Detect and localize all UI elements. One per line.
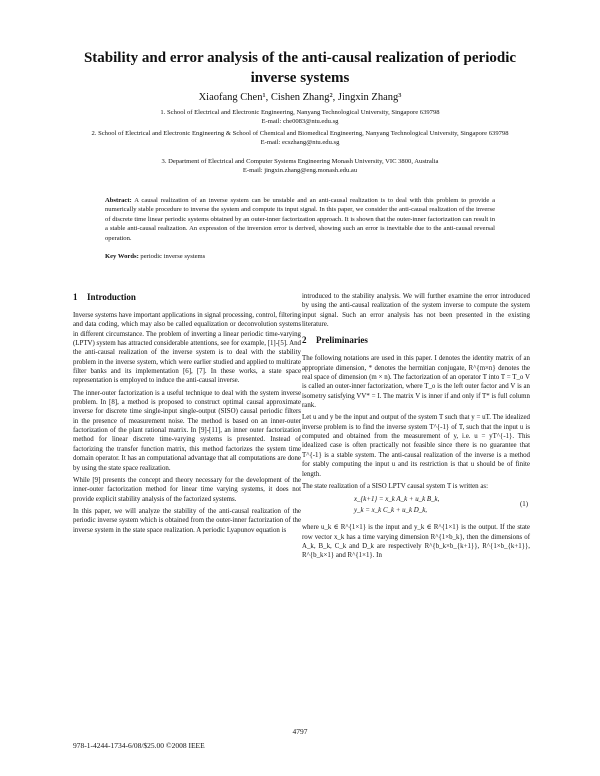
paragraph: where u_k ∈ R^{1×1} is the input and y_k ∈ R^{1×1} is the output. If the state row vector x_k has a time varying dimension R^{1×b_k}, then the dimensions of A_k, B_k, C_k and D_k are respectively R^{b_k×b_{k+1}}, R^{1×b_{k+1}}, R^{b_k×1} and R^{1×1}. In [302, 524, 530, 560]
section-heading-introduction [73, 292, 301, 303]
author-list: Xiaofang Chen¹, Cishen Zhang², Jingxin Zhang³ [198, 92, 402, 103]
affiliation-email: E-mail: jingxin.zhang@eng.monash.edu.au [242, 167, 358, 174]
paragraph: While [9] presents the concept and theory necessary for the development of the inner-outer factorization method for linear time varying systems, it does not provide explicit stability analysis of the factorized systems. [73, 476, 301, 503]
affiliation-text: 2. School of Electrical and Electronic Engineering & School of Chemical and Biomedical Engineering, Nanyang Technological University, Singapore 639798 [91, 130, 509, 137]
copyright-footer: 978-1-4244-1734-6/08/$25.00 ©2008 IEEE [73, 741, 205, 750]
paragraph: The state realization of a SISO LPTV causal system T is written as: [302, 482, 489, 490]
keywords-label: Key Words: [105, 253, 139, 260]
section-number: 2 [302, 335, 307, 346]
paragraph: The following notations are used in this paper. I denotes the identity matrix of an appropriate dimension, * denotes the hermitian conjugate, R^{m×n} denotes the real space of dimension (m × n). The factorization of an operator T into T = T_o V is called an outer-inner factorization, where T_o is the left outer factor and V is an isometry satisfying VV* = I. The matrix V is inner if and only if T* is full column rank. [302, 355, 530, 410]
section-title: Preliminaries [316, 335, 368, 346]
paper-title: Stability and error analysis of the anti-causal realization of periodic inverse systems [83, 50, 517, 86]
paragraph: Inverse systems have important applications in signal processing, control, filtering and data coding, which may also be called equalization or deconvolution systems in different circumstance. The problem of inverting a linear periodic time-varying (LPTV) system has attracted considerable attentions, see for example, [1]-[5]. And the anti-causal realization of the inverse system is to deal with the stability problem in the inverse system, which were earlier studied and applied to multirate filter banks and its implementation [6], [7]. In these works, a state space representation is employed to induce the anti-causal inverse. [73, 312, 301, 385]
affiliation-2 [60, 129, 540, 147]
keywords [105, 253, 495, 260]
page-number: 4797 [292, 727, 308, 736]
affiliation-text: 1. School of Electrical and Electronic Engineering, Nanyang Technological University, Singapore 639798 [160, 109, 440, 116]
right-column [302, 292, 530, 564]
section-heading-preliminaries [302, 335, 530, 346]
abstract [105, 196, 495, 243]
equation-1 [302, 495, 530, 519]
affiliation-email: E-mail: ecszhang@ntu.edu.sg [260, 139, 340, 146]
paragraph: Let u and y be the input and output of the system T such that y = uT. The idealized inverse problem is to find the inverse system T^{-1} of T, such that the input u is computed and obtained from the measurement of y, i.e. u = yT^{-1}. This idealized case is often practically not feasible since there is no guarantee that T^{-1} is a stable system. The anti-causal realization of the inverse is a method for stably computing the input u and its restriction is that u should be of finite length. [302, 414, 530, 478]
affiliation-3 [60, 157, 540, 175]
section-number: 1 [73, 292, 78, 302]
equation-number: (1) [519, 501, 528, 509]
equation-line: x_{k+1} = x_k A_k + u_k B_k, [354, 496, 440, 504]
paragraph: introduced to the stability analysis. We will further examine the error introduced by using the anti-causal realization of the system inverse to compute the system input signal. Such an error analysis has not been presented in the existing literature. [302, 293, 530, 329]
section-title: Introduction [87, 292, 136, 302]
equation-line: y_k = x_k C_k + u_k D_k, [354, 507, 428, 515]
affiliation-email: E-mail: che0083@ntu.edu.sg [261, 118, 339, 125]
affiliation-text: 3. Department of Electrical and Computer Systems Engineering Monash University, VIC 3800, Australia [161, 158, 439, 165]
left-column [73, 292, 301, 538]
paragraph: In this paper, we will analyze the stability of the anti-causal realization of the periodic inverse system which is obtained from the outer-inner factorization of the inverse system in the state space realization. A periodic Lyapunov equation is [73, 507, 301, 534]
abstract-text: A causal realization of an inverse system can be unstable and an anti-causal realization is to deal with this problem to provide a numerically stable procedure to inverse the system and compute its input signal. In this paper, we consider the anti-causal realization of the inverse of discrete time linear periodic systems obtained by an outer-inner factorization approach. It is shown that the outer-inner factorization can result in a stable anti-causal realization. An expression of the inversion error is derived, showing such an error is inevitable due to the anti-causal reversal operation. [105, 197, 496, 242]
affiliation-1 [60, 108, 540, 126]
keywords-text: periodic inverse systems [140, 253, 206, 260]
paragraph: The inner-outer factorization is a useful technique to deal with the system inverse problem. In [8], a method is proposed to construct optimal causal approximate inverse for discrete time single-input single-output (SISO) causal periodic filters in the presence of measurement noise. The method is based on an inner-outer factorization of the plant rational matrix. In [9]-[11], an inner outer factorization method for linear discrete time-varying systems is presented. Instead of factorizing the transfer function matrix, this method factorizes the system time domain operator. It has an computational advantage that all computations are done by using the state space realization. [73, 389, 301, 472]
abstract-label: Abstract: [105, 197, 132, 204]
